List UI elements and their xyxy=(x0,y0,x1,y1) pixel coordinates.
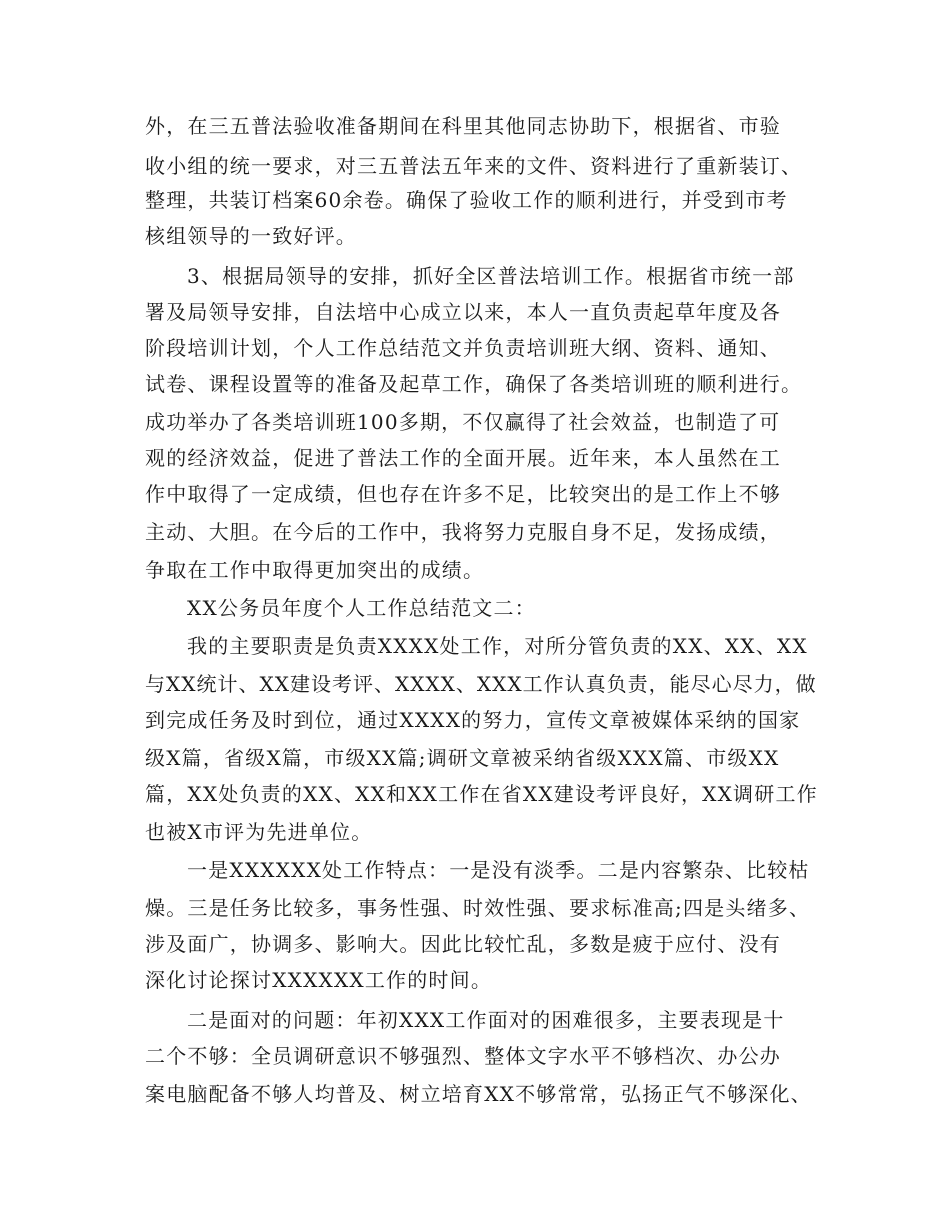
text-line: 收小组的统一要求，对三五普法五年来的文件、资料进行了重新装订、 xyxy=(145,154,803,178)
text-line: 到完成任务及时到位，通过XXXX的努力，宣传文章被媒体采纳的国家 xyxy=(145,708,801,732)
text-line: 与XX统计、XX建设考评、XXXX、XXX工作认真负责，能尽心尽力，做 xyxy=(145,672,817,696)
text-line: 二个不够：全员调研意识不够强烈、整体文字水平不够档次、办公办 xyxy=(145,1044,781,1068)
text-line: 整理，共装订档案60余卷。确保了验收工作的顺利进行，并受到市考 xyxy=(145,188,788,212)
text-line: 也被X市评为先进单位。 xyxy=(145,820,373,844)
text-line: 观的经济效益，促进了普法工作的全面开展。近年来，本人虽然在工 xyxy=(145,446,781,470)
text-line: 争取在工作中取得更加突出的成绩。 xyxy=(145,558,485,582)
text-line: 二是面对的问题：年初XXX工作面对的困难很多，主要表现是十 xyxy=(187,1008,785,1032)
text-line: 外，在三五普法验收准备期间在科里其他同志协助下，根据省、市验 xyxy=(145,114,781,138)
text-line: 核组领导的一致好评。 xyxy=(145,224,357,248)
text-line: 成功举办了各类培训班100多期，不仅赢得了社会效益，也制造了可 xyxy=(145,410,781,434)
text-line: 主动、大胆。在今后的工作中，我将努力克服自身不足，发扬成绩， xyxy=(145,520,781,544)
text-line: 试卷、课程设置等的准备及起草工作，确保了各类培训班的顺利进行。 xyxy=(145,372,803,396)
text-line: 燥。三是任务比较多，事务性强、时效性强、要求标准高;四是头绪多、 xyxy=(145,896,811,920)
text-line: 署及局领导安排，自法培中心成立以来，本人一直负责起草年度及各 xyxy=(145,300,781,324)
text-line: 一是XXXXXX处工作特点：一是没有淡季。二是内容繁杂、比较枯 xyxy=(187,858,810,882)
text-line: 案电脑配备不够人均普及、树立培育XX不够常常，弘扬正气不够深化、 xyxy=(145,1082,812,1106)
text-line: 涉及面广，协调多、影响大。因此比较忙乱，多数是疲于应付、没有 xyxy=(145,932,781,956)
text-line: 级X篇，省级X篇，市级XX篇;调研文章被采纳省级XXX篇、市级XX xyxy=(145,746,780,770)
text-line: 我的主要职责是负责XXXX处工作，对所分管负责的XX、XX、XX xyxy=(187,634,808,658)
text-line: 作中取得了一定成绩，但也存在许多不足，比较突出的是工作上不够 xyxy=(145,482,781,506)
text-line: 篇，XX处负责的XX、XX和XX工作在省XX建设考评良好，XX调研工作 xyxy=(145,782,818,806)
text-line: 3、根据局领导的安排，抓好全区普法培训工作。根据省市统一部 xyxy=(187,264,795,288)
section-heading: XX公务员年度个人工作总结范文二： xyxy=(187,596,536,620)
text-line: 阶段培训计划，个人工作总结范文并负责培训班大纲、资料、通知、 xyxy=(145,336,781,360)
text-line: 深化讨论探讨XXXXXX工作的时间。 xyxy=(145,968,493,992)
